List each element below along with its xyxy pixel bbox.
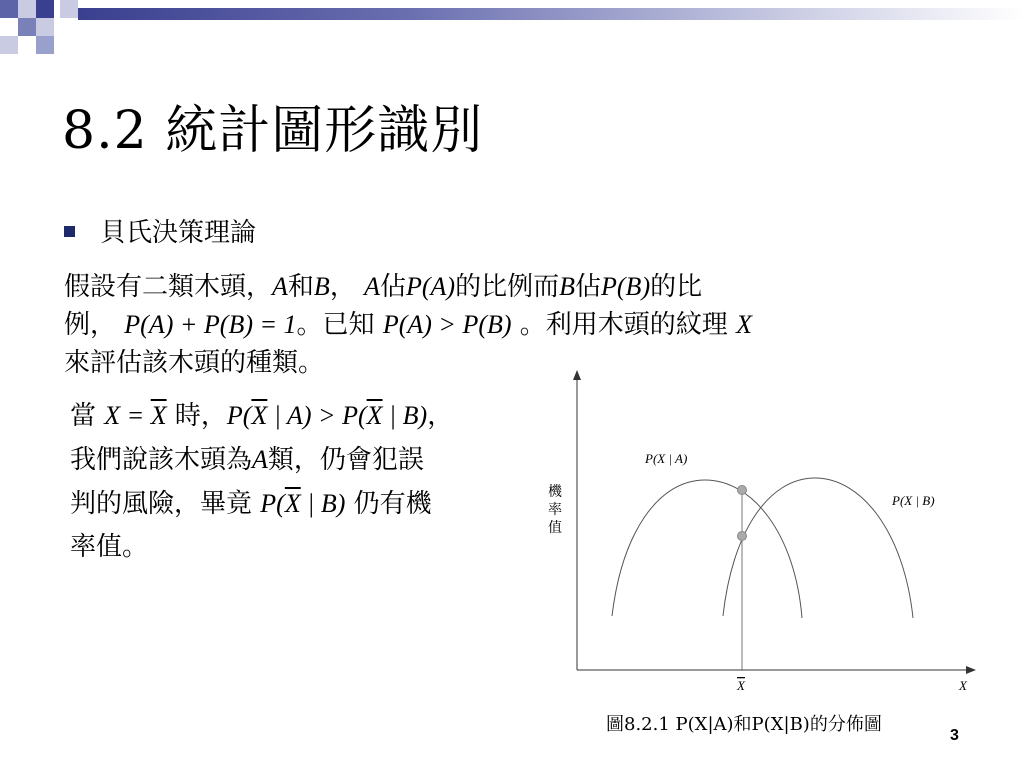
math-expr: P(B) (601, 272, 651, 301)
para-line-2 (64, 306, 874, 344)
math-expr: P(A) (406, 272, 456, 301)
math-expr: P( (260, 489, 285, 518)
slide-title: 8.2 統計圖形識別 (62, 101, 484, 161)
y-axis-arrow-icon (573, 370, 581, 380)
explain-line-3 (70, 482, 510, 526)
explain-line-2 (70, 438, 510, 482)
math-var: X (104, 401, 121, 430)
corner-decoration (0, 0, 90, 60)
explain-text: ， (427, 401, 454, 431)
figure-caption: 圖8.2.1 P(X|A)和P(X|B)的分佈圖 (606, 714, 882, 735)
para-text: 。利用木頭的紋理 (519, 310, 728, 340)
math-expr: P(A) + P(B) = 1 (124, 310, 297, 339)
header-gradient-bar (78, 8, 1024, 20)
math-var-bar: $\overline{X}$ (150, 401, 167, 430)
explain-text: 類，仍會犯誤 (267, 445, 424, 475)
math-expr: P( (226, 401, 252, 430)
x-axis-arrow-icon (966, 666, 976, 674)
para-text: 佔 (379, 272, 406, 302)
explain-line-4: 率值。 (70, 532, 149, 562)
math-var-bar: $\overline{X}$ (366, 401, 383, 430)
para-text: 假設有二類木頭， (64, 272, 273, 302)
explain-text: 判的風險，畢竟 (70, 489, 253, 519)
bullet-text: 貝氏決策理論 (100, 218, 257, 248)
explanation-block (70, 394, 510, 569)
y-axis-label: 機率值 (548, 483, 562, 535)
math-op: = (120, 401, 151, 430)
para-line-3: 來評估該木頭的種類。 (64, 348, 325, 378)
intro-paragraph (64, 268, 874, 382)
series-label-b: P(X | B) (892, 493, 935, 508)
math-var: A (272, 272, 288, 301)
math-var-bar: $\overline{X}$ (251, 401, 268, 430)
math-var-bar: $\overline{X}$ (284, 489, 301, 518)
explain-text: 當 (70, 401, 97, 431)
explain-text: 我們說該木頭為 (70, 445, 253, 475)
distribution-chart (540, 368, 980, 708)
math-var: A (364, 272, 380, 301)
math-expr: | B) (382, 401, 428, 430)
math-expr: | A) > P( (267, 401, 367, 430)
math-var: A (252, 445, 268, 474)
para-text: 的比例而 (455, 272, 560, 302)
point-pb (738, 532, 747, 541)
explain-text: 時， (174, 401, 227, 431)
math-expr: P(A) > P(B) (382, 310, 512, 339)
xbar-tick-label: X (737, 678, 745, 693)
para-text: 佔 (575, 272, 602, 302)
series-label-a: P(X | A) (645, 451, 688, 466)
para-text: 的比 (650, 272, 703, 302)
curve-px-given-a (612, 480, 802, 618)
x-axis-label: X (959, 678, 967, 693)
math-var: B (559, 272, 575, 301)
explain-line-1 (70, 394, 510, 438)
math-var: X (736, 310, 752, 339)
bullet-square-icon (64, 226, 75, 237)
page-number: 3 (950, 727, 959, 744)
explain-text: 仍有機 (353, 489, 432, 519)
para-text: 例， (64, 310, 117, 340)
para-text: 和 (287, 272, 314, 302)
point-pa (738, 486, 747, 495)
para-text: ， (329, 272, 356, 302)
para-text: 。已知 (296, 310, 375, 340)
para-line-1 (64, 268, 874, 306)
math-expr: | B) (300, 489, 346, 518)
math-var: B (313, 272, 330, 301)
